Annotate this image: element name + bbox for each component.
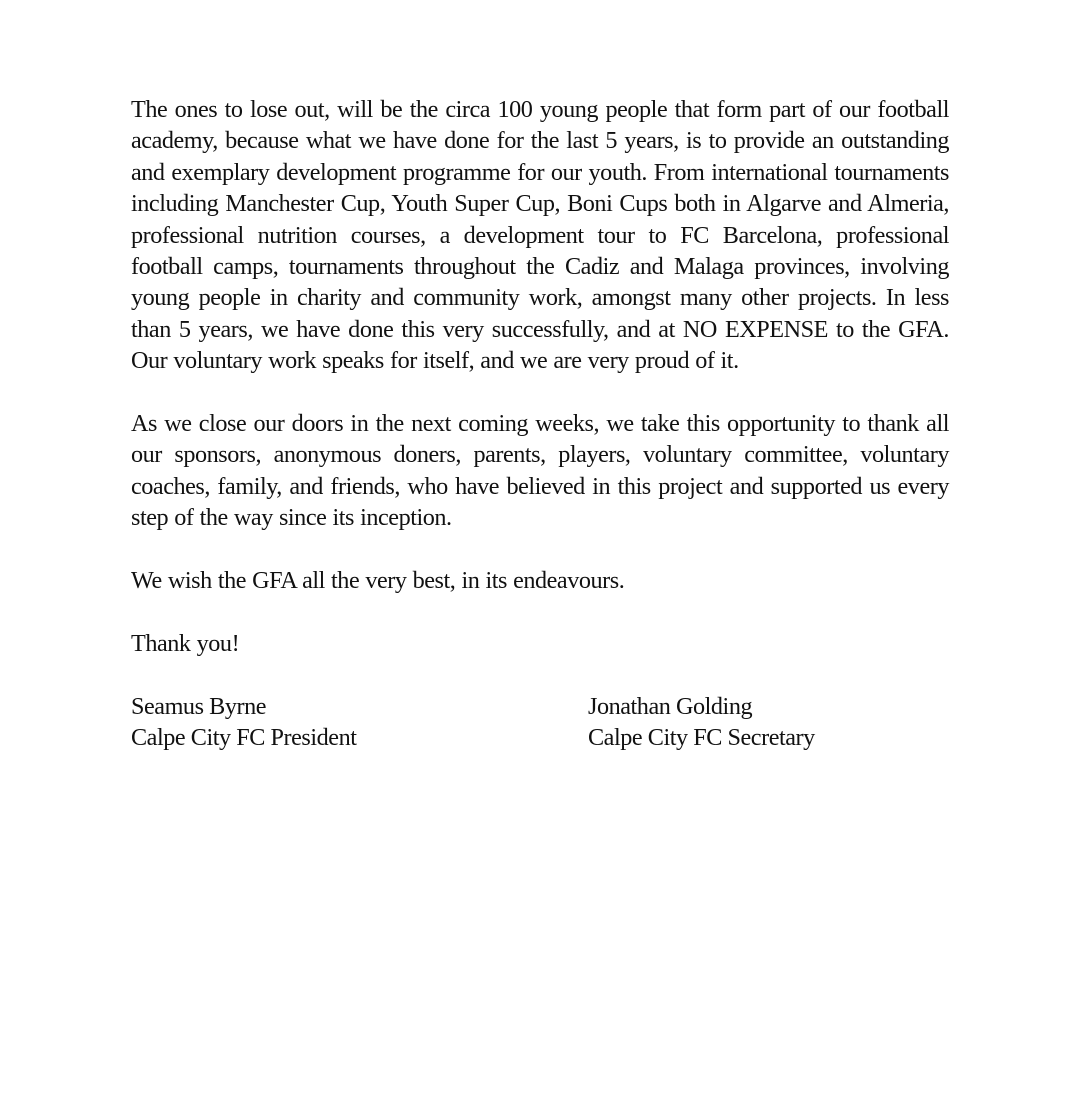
- signatory-president: [131, 691, 356, 754]
- signature-block: [131, 691, 949, 755]
- signatory-title: Calpe City FC President: [131, 724, 357, 752]
- signatory-name: Seamus Byrne: [131, 692, 267, 720]
- paragraph-achievements: The ones to lose out, will be the circa 100 young people that form part of our football academy, because what we have done for the last 5 years, is to provide an outstanding and exemplary development programme for our youth. From international tournaments including Manchester Cup, Youth Super Cup, Boni Cups both in Algarve and Almeria, professional nutrition courses, a development tour to FC Barcelona, professional football camps, tournaments throughout the Cadiz and Malaga provinces, involving young people in charity and community work, amongst many other projects. In less than 5 years, we have done this very successfully, and at NO EXPENSE to the GFA. Our voluntary work speaks for itself, and we are very proud of it.: [131, 96, 949, 375]
- closing-line: Thank you!: [131, 629, 240, 657]
- signatory-title: Calpe City FC Secretary: [588, 724, 815, 752]
- paragraph-wishes: We wish the GFA all the very best, in its endeavours.: [131, 567, 625, 595]
- signatory-name: Jonathan Golding: [588, 692, 753, 720]
- paragraph-thanks: As we close our doors in the next coming weeks, we take this opportunity to thank all our sponsors, anonymous doners, parents, players, voluntary committee, voluntary coaches, family, and friends, who have believed in this project and supported us every step of the way since its inception.: [131, 410, 949, 532]
- letter-body: [131, 94, 949, 755]
- signatory-secretary: [588, 691, 815, 754]
